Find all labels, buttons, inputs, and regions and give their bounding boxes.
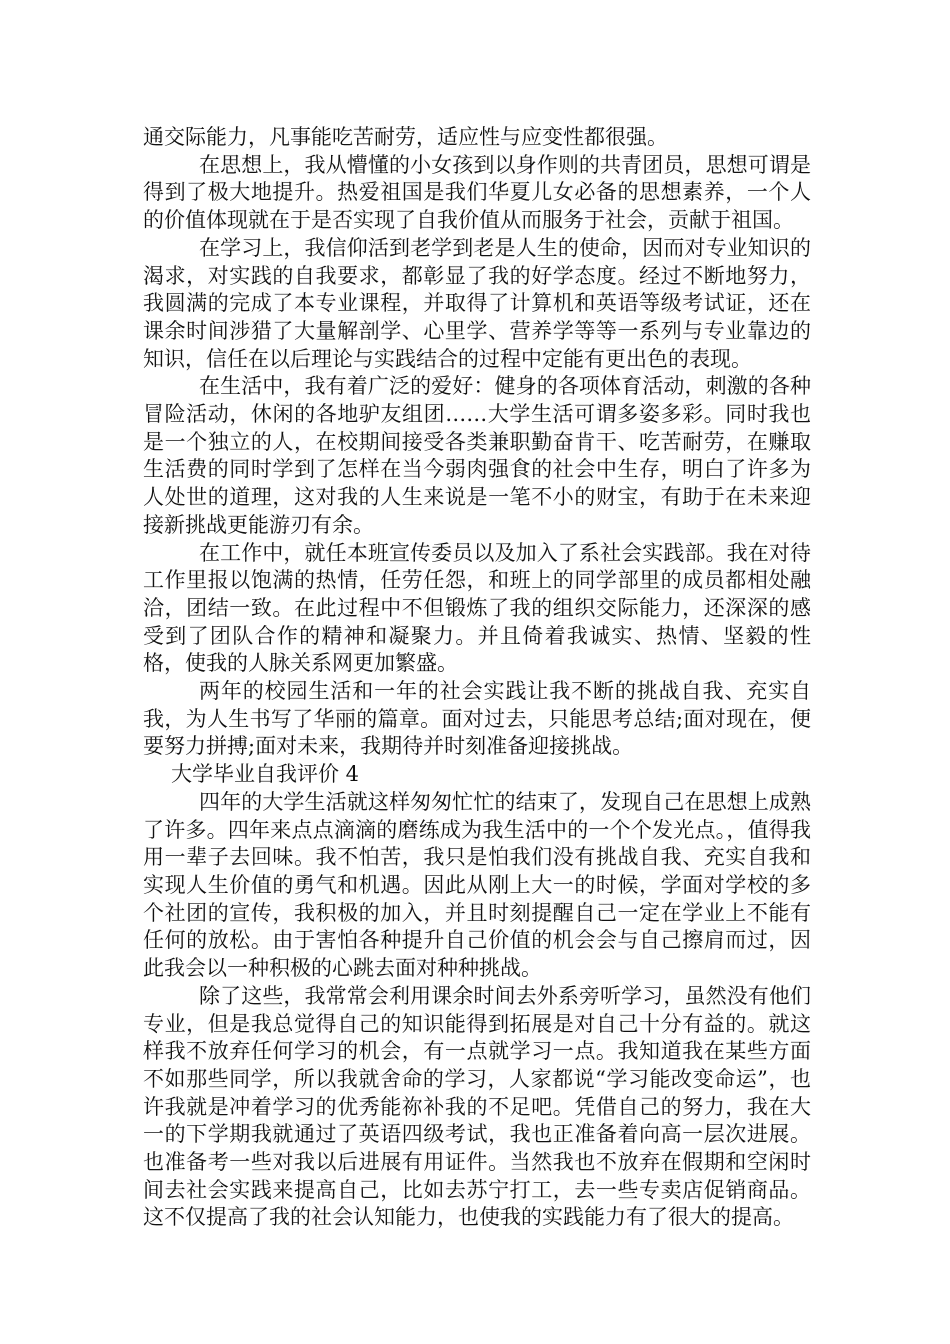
document-body bbox=[143, 124, 811, 1232]
paragraph-extra-study: 除了这些，我常常会利用课余时间去外系旁听学习，虽然没有他们专业，但是我总觉得自己的知识能得到拓展是对自己十分有益的。就这样我不放弃任何学习的机会，有一点就学习一点。我知道我在某些方面不如那些同学，所以我就舍命的学习，人家都说“学习能改变命运”，也许我就是冲着学习的优秀能祢补我的不足吧。凭借自己的努力，我在大一的下学期我就通过了英语四级考试，我也正准备着向高一层次进展。也准备考一些对我以后进展有用证件。当然我也不放弃在假期和空闲时间去社会实践来提高自己，比如去苏宁打工，去一些专卖店促销商品。这不仅提高了我的社会认知能力，也使我的实践能力有了很大的提高。 bbox=[143, 983, 811, 1230]
paragraph-study: 在学习上，我信仰活到老学到老是人生的使命，因而对专业知识的渴求，对实践的自我要求，都彰显了我的好学态度。经过不断地努力，我圆满的完成了本专业课程，并取得了计算机和英语等级考试证，还在课余时间涉猎了大量解剖学、心里学、营养学等等一系列与专业靠边的知识，信任在以后理论与实践结合的过程中定能有更出色的表现。 bbox=[143, 235, 811, 371]
section-heading: 大学毕业自我评价 4 bbox=[171, 762, 360, 787]
paragraph-continuation: 通交际能力，凡事能吃苦耐劳，适应性与应变性都很强。 bbox=[143, 125, 668, 149]
paragraph-summary: 两年的校园生活和一年的社会实践让我不断的挑战自我、充实自我，为人生书写了华丽的篇章。面对过去，只能思考总结;面对现在，便要努力拼搏;面对未来，我期待并时刻准备迎接挑战。 bbox=[143, 679, 811, 759]
paragraph-work: 在工作中，就任本班宣传委员以及加入了系社会实践部。我在对待工作里报以饱满的热情，任劳任怨，和班上的同学部里的成员都相处融洽，团结一致。在此过程中不但锻炼了我的组织交际能力，还深深的感受到了团队合作的精神和凝聚力。并且倚着我诚实、热情、坚毅的性格，使我的人脉关系网更加繁盛。 bbox=[143, 540, 811, 676]
paragraph-four-years: 四年的大学生活就这样匆匆忙忙的结束了，发现自己在思想上成熟了许多。四年来点点滴滴的磨练成为我生活中的一个个发光点。，值得我用一辈子去回味。我不怕苦，我只是怕我们没有挑战自我、充实自我和实现人生价值的勇气和机遇。因此从刚上大一的时候，学面对学校的多个社团的宣传，我积极的加入，并且时刻提醒自己一定在学业上不能有任何的放松。由于害怕各种提升自己价值的机会会与自己擦肩而过，因此我会以一种积极的心跳去面对种种挑战。 bbox=[143, 789, 811, 981]
paragraph-life: 在生活中，我有着广泛的爱好：健身的各项体育活动，刺激的各种冒险活动，休闲的各地驴友组团……大学生活可谓多姿多彩。同时我也是一个独立的人，在校期间接受各类兼职勤奋肯干、吃苦耐劳，在赚取生活费的同时学到了怎样在当今弱肉强食的社会中生存，明白了许多为人处世的道理，这对我的人生来说是一笔不小的财宝，有助于在未来迎接新挑战更能游刃有余。 bbox=[143, 374, 811, 537]
paragraph-thought: 在思想上，我从懵懂的小女孩到以身作则的共青团员，思想可谓是得到了极大地提升。热爱祖国是我们华夏儿女必备的思想素养，一个人的价值体现就在于是否实现了自我价值从而服务于社会，贡献于祖国。 bbox=[143, 152, 811, 233]
